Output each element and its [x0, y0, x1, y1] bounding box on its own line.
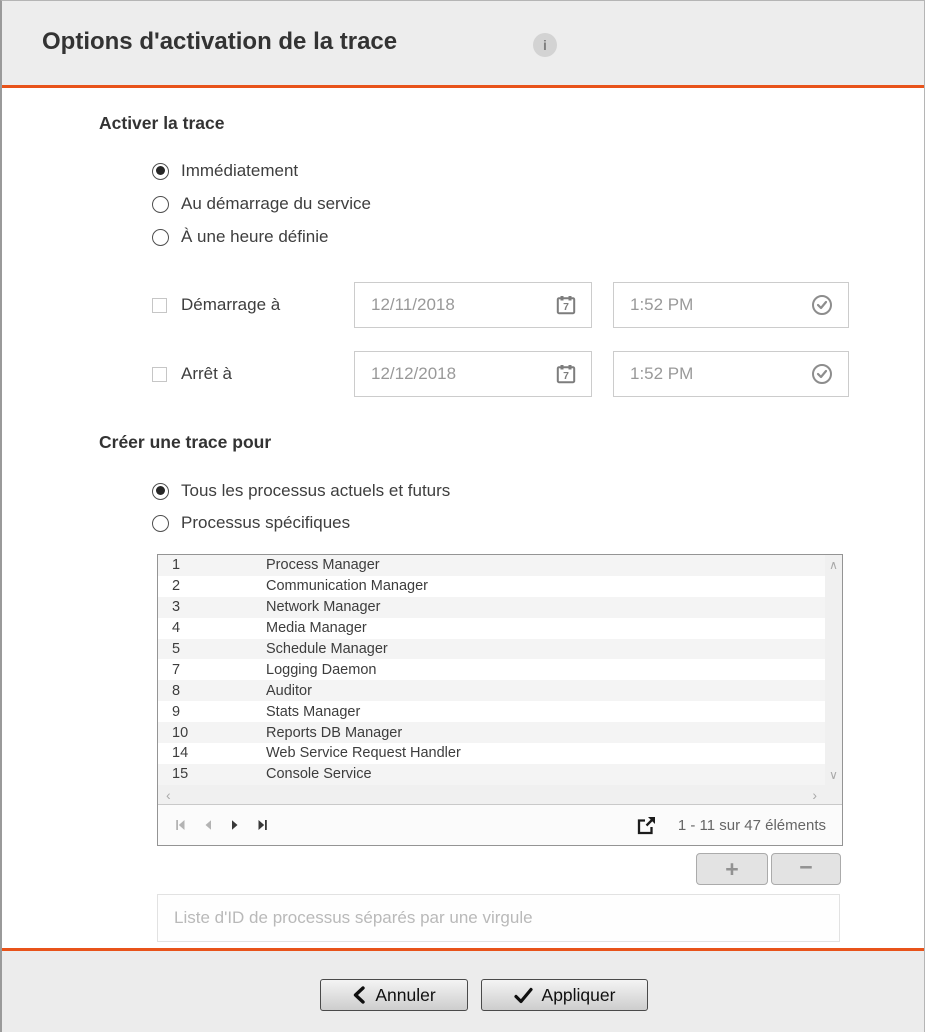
process-row[interactable] — [158, 764, 825, 785]
radio-option-service-start[interactable] — [152, 193, 371, 215]
radio-option-all-processes[interactable] — [152, 480, 450, 502]
radio-label: Au démarrage du service — [181, 194, 371, 213]
radio-icon[interactable] — [152, 229, 169, 246]
process-id: 15 — [172, 766, 189, 783]
info-glyph: i — [543, 37, 547, 53]
radio-icon[interactable] — [152, 196, 169, 213]
process-row[interactable] — [158, 555, 825, 576]
add-process-button[interactable]: + — [696, 853, 768, 885]
radio-label: À une heure définie — [181, 227, 329, 246]
checkbox-row-start-at[interactable] — [152, 282, 280, 328]
apply-label: Appliquer — [541, 984, 616, 1005]
process-row[interactable] — [158, 639, 825, 660]
cancel-button[interactable] — [320, 979, 468, 1011]
page-title: Options d'activation de la trace — [42, 28, 398, 55]
process-row[interactable] — [158, 597, 825, 618]
previous-page-button[interactable] — [199, 817, 217, 833]
dialog-header — [2, 1, 924, 88]
radio-label: Immédiatement — [181, 161, 299, 180]
radio-label: Tous les processus actuels et futurs — [181, 481, 451, 500]
process-id-list-input[interactable] — [157, 894, 840, 942]
process-name: Communication Manager — [266, 578, 428, 595]
checkbox[interactable] — [152, 298, 167, 313]
svg-text:7: 7 — [563, 370, 569, 383]
checkbox-label: Démarrage à — [181, 295, 281, 314]
process-id: 8 — [172, 682, 181, 699]
checkbox-label: Arrêt à — [181, 364, 233, 383]
radio-label: Processus spécifiques — [181, 513, 351, 532]
vertical-scrollbar[interactable] — [825, 555, 842, 785]
info-icon[interactable] — [533, 33, 557, 57]
radio-icon[interactable] — [152, 483, 169, 500]
last-page-button[interactable] — [253, 817, 271, 833]
process-name: Process Manager — [266, 557, 380, 574]
process-id: 2 — [172, 578, 181, 595]
scroll-down-icon[interactable]: ∨ — [829, 768, 838, 782]
checkmark-icon — [514, 987, 533, 1004]
process-id: 10 — [172, 724, 189, 741]
process-id: 14 — [172, 745, 189, 762]
process-name: Media Manager — [266, 620, 367, 637]
process-id: 3 — [172, 599, 181, 616]
process-id: 7 — [172, 661, 181, 678]
clock-icon[interactable] — [810, 293, 834, 317]
clock-icon[interactable] — [810, 362, 834, 386]
cancel-label: Annuler — [375, 984, 436, 1005]
grid-pager — [158, 804, 842, 845]
time-value: 1:52 PM — [630, 295, 694, 314]
radio-option-immediately[interactable] — [152, 160, 298, 182]
process-list-rows — [158, 555, 825, 785]
scroll-left-icon[interactable]: ‹ — [166, 786, 171, 803]
process-id: 9 — [172, 703, 181, 720]
radio-option-defined-time[interactable] — [152, 226, 328, 248]
scroll-up-icon[interactable]: ∧ — [829, 558, 838, 572]
time-value: 1:52 PM — [630, 364, 694, 383]
pager-status: 1 - 11 sur 47 éléments — [677, 816, 826, 834]
section-heading-trace-for: Créer une trace pour — [99, 432, 272, 452]
start-time-picker[interactable] — [613, 282, 849, 328]
section-heading-activate: Activer la trace — [99, 113, 225, 133]
scroll-right-icon[interactable]: › — [812, 786, 817, 803]
process-id: 5 — [172, 641, 181, 657]
open-in-window-icon[interactable] — [636, 814, 658, 836]
process-row[interactable] — [158, 680, 825, 701]
stop-time-picker[interactable] — [613, 351, 849, 397]
date-value: 12/11/2018 — [371, 295, 455, 314]
process-name: Schedule Manager — [266, 641, 388, 657]
process-id: 4 — [172, 620, 181, 637]
process-row[interactable] — [158, 722, 825, 743]
apply-button[interactable] — [481, 979, 648, 1011]
checkbox[interactable] — [152, 367, 167, 382]
stop-date-picker[interactable] — [354, 351, 592, 397]
calendar-icon[interactable] — [555, 363, 577, 385]
process-name: Logging Daemon — [266, 661, 377, 678]
date-value: 12/12/2018 — [371, 364, 457, 383]
dialog-footer — [2, 951, 924, 1032]
horizontal-scrollbar[interactable] — [158, 785, 825, 804]
process-row[interactable] — [158, 659, 825, 680]
first-page-button[interactable] — [172, 817, 190, 833]
process-row[interactable] — [158, 618, 825, 639]
next-page-button[interactable] — [226, 817, 244, 833]
process-row[interactable] — [158, 701, 825, 722]
radio-icon[interactable] — [152, 515, 169, 532]
process-name: Stats Manager — [266, 703, 361, 720]
process-name: Web Service Request Handler — [266, 745, 461, 762]
radio-icon[interactable] — [152, 163, 169, 180]
process-id: 1 — [172, 557, 181, 574]
calendar-icon[interactable] — [555, 294, 577, 316]
process-row[interactable] — [158, 743, 825, 764]
process-name: Reports DB Manager — [266, 724, 403, 741]
process-name: Console Service — [266, 766, 372, 783]
process-name: Auditor — [266, 682, 312, 699]
chevron-left-icon — [352, 986, 366, 1004]
process-name: Network Manager — [266, 599, 381, 616]
process-row[interactable] — [158, 576, 825, 597]
start-date-picker[interactable] — [354, 282, 592, 328]
scrollbar-corner — [825, 785, 842, 804]
remove-process-button[interactable]: − — [771, 853, 841, 885]
process-grid — [157, 554, 843, 846]
checkbox-row-stop-at[interactable] — [152, 351, 232, 397]
radio-option-specific-processes[interactable] — [152, 512, 350, 534]
svg-text:7: 7 — [563, 301, 569, 314]
